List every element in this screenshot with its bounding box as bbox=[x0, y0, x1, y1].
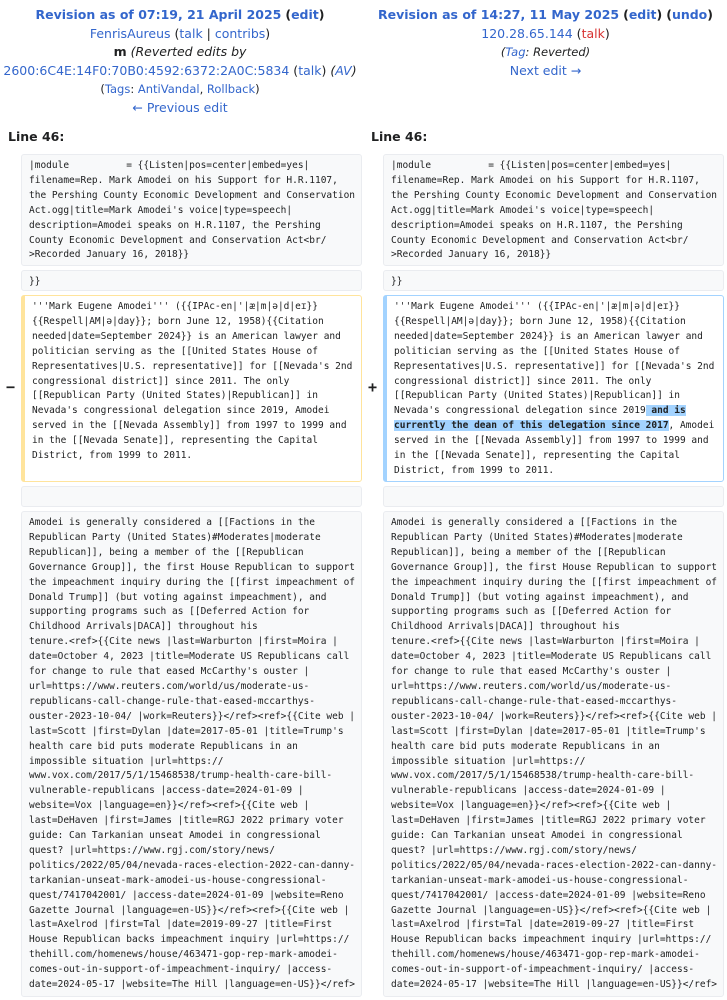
added-text-unchanged: '''Mark Eugene Amodei''' ({{IPAc-en|'|æ|m|ə|d|eɪ}} {{Respell|AM|ə|day}}; born June 12, 1958){{Citation needed|date=September 2024}} is an American lawyer and politician serving as the [[United States House of Representatives|U.S. representative]] for [[Nevada's 2nd congressional district]] since 2011. The only [[Republican Party (United States)|Republican]] in Nevada's congressional delegation since 2019 bbox=[394, 301, 715, 417]
left-edit-summary: (Reverted edits by bbox=[130, 44, 247, 59]
reverted-ip-link[interactable]: 2600:6C4E:14F0:70B0:4592:6372:2A0C:5834 bbox=[3, 62, 290, 78]
right-empty-cell bbox=[383, 486, 724, 507]
tag-antivandal-link[interactable]: AntiVandal bbox=[137, 82, 200, 96]
left-line-number: Line 46: bbox=[8, 129, 65, 144]
added-line-cell bbox=[383, 295, 724, 482]
left-revision-link[interactable]: Revision as of 07:19, 21 April 2025 bbox=[35, 7, 282, 22]
right-context-cell: }} bbox=[383, 270, 724, 291]
left-user-contribs-link[interactable]: contribs bbox=[214, 25, 266, 41]
right-tag-value: Reverted bbox=[533, 45, 586, 59]
right-revision-header: Revision as of 14:27, 11 May 2025 (edit) (undo) 120.28.65.144 (talk) (Tag: Reverted) Next edit → bbox=[378, 7, 713, 78]
left-user-link[interactable]: FenrisAureus bbox=[89, 25, 171, 41]
previous-edit-link[interactable]: ← Previous edit bbox=[132, 99, 228, 115]
left-context-cell: }} bbox=[21, 270, 362, 291]
added-text-unchanged: , Amodei served in the [[Nevada Assembly]] from 1997 to 1999 and in the [[Nevada Senate]], representing the Capital District, from 1999 to 2011. bbox=[394, 420, 715, 476]
right-user-link[interactable]: 120.28.65.144 bbox=[481, 25, 573, 41]
left-revision-header: Revision as of 07:19, 21 April 2025 (edit) FenrisAureus (talk | contribs) m (Reverted edits by 2600:6C4E:14F0:70B0:4592:6372:2A0C:5834 (talk) (AV) (Tags: AntiVandal, Rollback) ← Previous edit bbox=[3, 7, 357, 115]
left-edit-link[interactable]: edit bbox=[291, 7, 319, 22]
right-tag-link[interactable]: Tag bbox=[505, 45, 526, 59]
left-empty-cell bbox=[21, 486, 362, 507]
deleted-line-cell: '''Mark Eugene Amodei''' ({{IPAc-en|'|æ|m|ə|d|eɪ}} {{Respell|AM|ə|day}}; born June 12, 1958){{Citation needed|date=September 2024}} is an American lawyer and politician serving as the [[United States House of Representatives|U.S. representative]] for [[Nevada's 2nd congressional district]] since 2011. The only [[Republican Party (United States)|Republican]] in Nevada's congressional delegation since 2019, Amodei served in the [[Nevada Assembly]] from 1997 to 1999 and in the [[Nevada Senate]], representing the Capital District, from 1999 to 2011. bbox=[21, 295, 362, 482]
right-edit-link[interactable]: edit bbox=[628, 7, 657, 22]
left-user-talk-link[interactable]: talk bbox=[179, 25, 203, 41]
right-user-talk-link[interactable]: talk bbox=[581, 25, 605, 41]
next-edit-link[interactable]: Next edit → bbox=[509, 62, 582, 78]
left-tags-link[interactable]: Tags bbox=[104, 82, 131, 96]
added-line-marker: + bbox=[368, 378, 378, 396]
right-context-cell: |module = {{Listen|pos=center|embed=yes| filename=Rep. Mark Amodei on his Support for H.R.1107, the Pershing County Economic Development and Conservation Act.ogg|title=Mark Amodei's voice|type=speech| description=Amodei speaks on H.R.1107, the Pershing County Economic Development and Conservation Act<br/ >Recorded January 16, 2018}} bbox=[383, 154, 724, 266]
right-context-cell: Amodei is generally considered a [[Factions in the Republican Party (United States)#Moderates|moderate Republican]], being a member of the [[Republican Governance Group]], the first House Republican to support the impeachment inquiry during the [[first impeachment of Donald Trump]] (but voting against impeachment), and supporting programs such as [[Deferred Action for Childhood Arrivals|DACA]] throughout his tenure.<ref>{{Cite news |last=Warburton |first=Moira | date=October 4, 2023 |title=Moderate US Republicans call for change to rule that eased McCarthy's ouster | url=https://www.reuters.com/world/us/moderate-us- republicans-call-change-rule-that-eased-mccarthys- ouster-2023-10-04/ |work=Reuters}}</ref><ref>{{Cite web | last=Scott |first=Dylan |date=2017-05-01 |title=Trump's health care bid puts moderate Republicans in an impossible situation |url=https:// www.vox.com/2017/5/1/15468538/trump-health-care-bill- vulnerable-republicans |access-date=2024-01-09 | website=Vox |language=en}}</ref><ref>{{Cite web | last=DeHaven |first=James |title=RGJ 2022 primary voter guide: Can Tarkanian unseat Amodei in congressional quest? |url=https://www.rgj.com/story/news/ politics/2022/05/04/nevada-races-election-2022-can-danny- tarkanian-unseat-mark-amodei-us-house-congressional- quest/7417042001/ |access-date=2024-01-09 |website=Reno Gazette Journal |language=en-US}}</ref><ref>{{Cite web | last=Axelrod |first=Tal |date=2019-09-27 |title=First House Republican backs impeachment inquiry |url=https:// thehill.com/homenews/house/463471-gop-rep-mark-amodei- comes-out-in-support-of-impeachment-inquiry/ |access- date=2024-05-17 |website=The Hill |language=en-US}}</ref> bbox=[383, 511, 724, 997]
undo-link[interactable]: undo bbox=[671, 7, 708, 22]
tag-rollback-link[interactable]: Rollback bbox=[206, 82, 256, 96]
reverted-ip-talk-link[interactable]: talk bbox=[298, 62, 322, 78]
left-context-cell: |module = {{Listen|pos=center|embed=yes| filename=Rep. Mark Amodei on his Support for H.R.1107, the Pershing County Economic Development and Conservation Act.ogg|title=Mark Amodei's voice|type=speech| description=Amodei speaks on H.R.1107, the Pershing County Economic Development and Conservation Act<br/ >Recorded January 16, 2018}} bbox=[21, 154, 362, 266]
right-line-number: Line 46: bbox=[371, 129, 428, 144]
right-revision-link[interactable]: Revision as of 14:27, 11 May 2025 bbox=[378, 7, 620, 22]
left-context-cell: Amodei is generally considered a [[Factions in the Republican Party (United States)#Moderates|moderate Republican]], being a member of the [[Republican Governance Group]], the first House Republican to support the impeachment inquiry during the [[first impeachment of Donald Trump]] (but voting against impeachment), and supporting programs such as [[Deferred Action for Childhood Arrivals|DACA]] throughout his tenure.<ref>{{Cite news |last=Warburton |first=Moira | date=October 4, 2023 |title=Moderate US Republicans call for change to rule that eased McCarthy's ouster | url=https://www.reuters.com/world/us/moderate-us- republicans-call-change-rule-that-eased-mccarthys- ouster-2023-10-04/ |work=Reuters}}</ref><ref>{{Cite web | last=Scott |first=Dylan |date=2017-05-01 |title=Trump's health care bid puts moderate Republicans in an impossible situation |url=https:// www.vox.com/2017/5/1/15468538/trump-health-care-bill- vulnerable-republicans |access-date=2024-01-09 | website=Vox |language=en}}</ref><ref>{{Cite web | last=DeHaven |first=James |title=RGJ 2022 primary voter guide: Can Tarkanian unseat Amodei in congressional quest? |url=https://www.rgj.com/story/news/ politics/2022/05/04/nevada-races-election-2022-can-danny- tarkanian-unseat-mark-amodei-us-house-congressional- quest/7417042001/ |access-date=2024-01-09 |website=Reno Gazette Journal |language=en-US}}</ref><ref>{{Cite web | last=Axelrod |first=Tal |date=2019-09-27 |title=First House Republican backs impeachment inquiry |url=https:// thehill.com/homenews/house/463471-gop-rep-mark-amodei- comes-out-in-support-of-impeachment-inquiry/ |access- date=2024-05-17 |website=The Hill |language=en-US}}</ref> bbox=[21, 511, 362, 997]
minor-edit-marker: m bbox=[113, 44, 127, 59]
inserted-text-highlight: and is currently the dean of this delegation since 2017 bbox=[394, 405, 686, 432]
av-link[interactable]: AV bbox=[335, 62, 352, 78]
deleted-line-marker: − bbox=[6, 378, 16, 396]
